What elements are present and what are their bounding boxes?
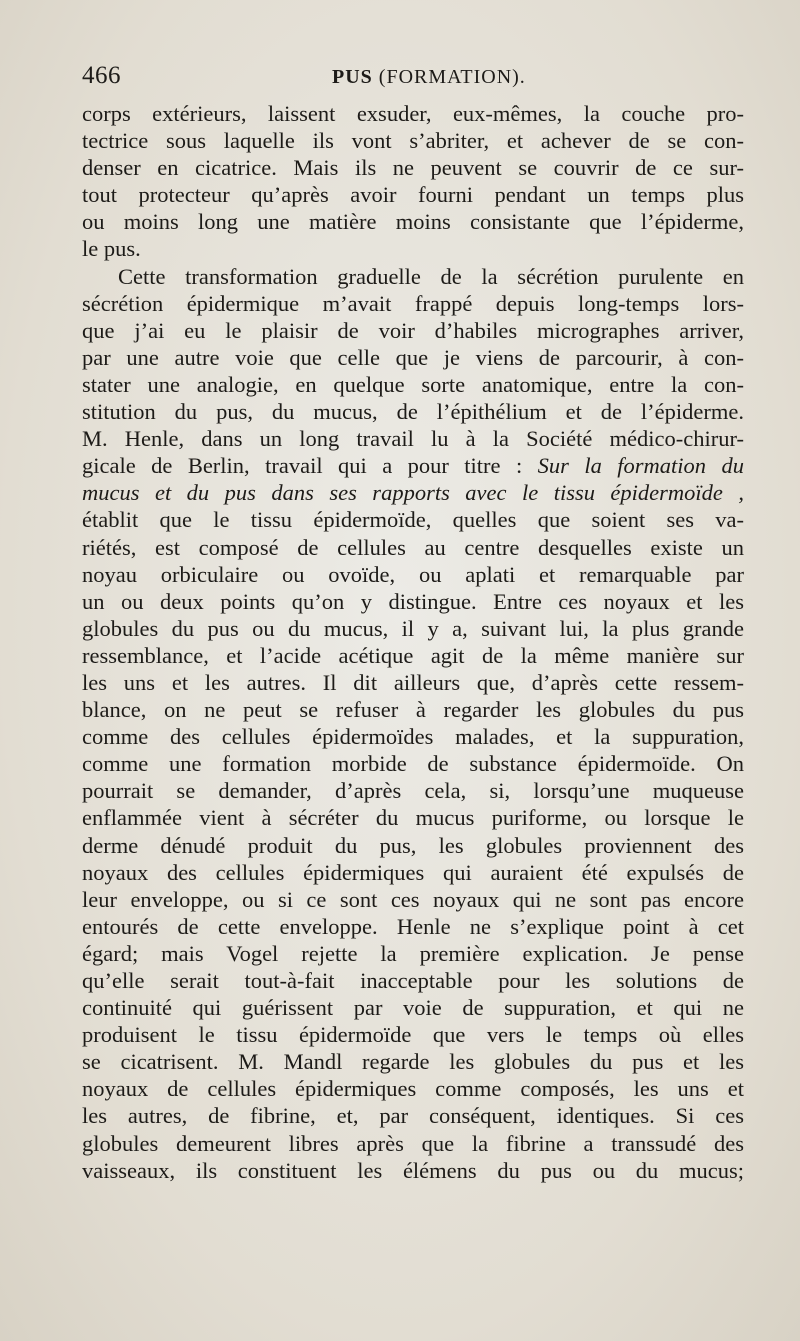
text-line: tout protecteur qu’après avoir fourni pendant un temps plus [82,182,744,208]
text-line: M. Henle, dans un long travail lu à la Société médico-chirur- [82,426,744,452]
text-line: tectrice sous laquelle ils vont s’abriter, et achever de se con- [82,128,744,154]
text-line: blance, on ne peut se refuser à regarder les globules du pus [82,697,744,723]
body-text [82,100,744,1184]
text-line: les uns et les autres. Il dit ailleurs que, d’après cette ressem- [82,669,744,695]
text-line: qu’elle serait tout-à-fait inacceptable pour les solutions de [82,968,744,993]
text-line: stitution du pus, du mucus, de l’épithélium et de l’épiderme. [82,399,744,425]
text-line-mixed [82,452,744,479]
text-line: ressemblance, et l’acide acétique agit de la même manière sur [82,642,744,668]
text-line: établit que le tissu épidermoïde, quelles que soient ses va- [82,507,744,533]
text-line: denser en cicatrice. Mais ils ne peuvent se couvrir de ce sur- [82,155,744,181]
text-line: leur enveloppe, ou si ce sont ces noyaux qui ne sont pas encore [82,886,744,912]
text-line: continuité qui guérissent par voie de suppuration, et qui ne [82,995,744,1021]
text-line: le pus. [82,236,141,262]
running-head [332,66,526,89]
text-line: se cicatrisent. M. Mandl regarde les globules du pus et les [82,1049,744,1075]
text-line-italic [82,479,744,506]
text-segment: gicale de Berlin, travail qui a pour titre : [82,453,523,479]
italic-title: Sur la formation du [537,453,744,479]
page-number: 466 [82,62,121,89]
text-line: noyaux de cellules épidermiques comme composés, les uns et [82,1076,744,1102]
text-line: enflammée vient à sécréter du mucus puriforme, ou lorsque le [82,805,744,831]
text-line: les autres, de fibrine, et, par conséquent, identiques. Si ces [82,1103,744,1129]
text-line: noyaux des cellules épidermiques qui auraient été expulsés de [82,859,744,885]
text-line: par une autre voie que celle que je viens de parcourir, à con- [82,344,744,370]
running-head-title: PUS [332,66,373,88]
text-line: égard; mais Vogel rejette la première explication. Je pense [82,940,744,966]
text-line: Cette transformation graduelle de la sécrétion purulente en [118,263,744,289]
text-line: que j’ai eu le plaisir de voir d’habiles micrographes arriver, [82,317,744,343]
text-line: noyau orbiculaire ou ovoïde, ou aplati et remarquable par [82,561,744,587]
text-line: sécrétion épidermique m’avait frappé depuis long-temps lors- [82,290,744,316]
text-line: vaisseaux, ils constituent les élémens du pus ou du mucus; [82,1157,744,1183]
text-line: ou moins long une matière moins consistante que l’épiderme, [82,209,744,235]
text-line: pourrait se demander, d’après cela, si, lorsqu’une muqueuse [82,778,744,804]
running-head-subtitle: (FORMATION). [378,66,526,88]
text-line: globules du pus ou du mucus, il y a, suivant lui, la plus grande [82,615,744,641]
text-line: riétés, est composé de cellules au centre desquelles existe un [82,534,744,560]
page-header [0,62,800,98]
text-line: comme des cellules épidermoïdes malades, et la suppuration, [82,724,744,750]
text-line: comme une formation morbide de substance épidermoïde. On [82,751,744,777]
italic-title: mucus et du pus dans ses rapports avec le tissu épidermoïde , [82,480,744,506]
text-line: un ou deux points qu’on y distingue. Entre ces noyaux et les [82,588,744,614]
text-line: stater une analogie, en quelque sorte anatomique, entre la con- [82,371,744,397]
text-line: globules demeurent libres après que la fibrine a transsudé des [82,1130,744,1156]
text-line: produisent le tissu épidermoïde que vers le temps où elles [82,1022,744,1048]
text-line: corps extérieurs, laissent exsuder, eux-mêmes, la couche pro- [82,101,744,126]
text-line: entourés de cette enveloppe. Henle ne s’explique point à cet [82,913,744,939]
text-line: derme dénudé produit du pus, les globules proviennent des [82,832,744,858]
